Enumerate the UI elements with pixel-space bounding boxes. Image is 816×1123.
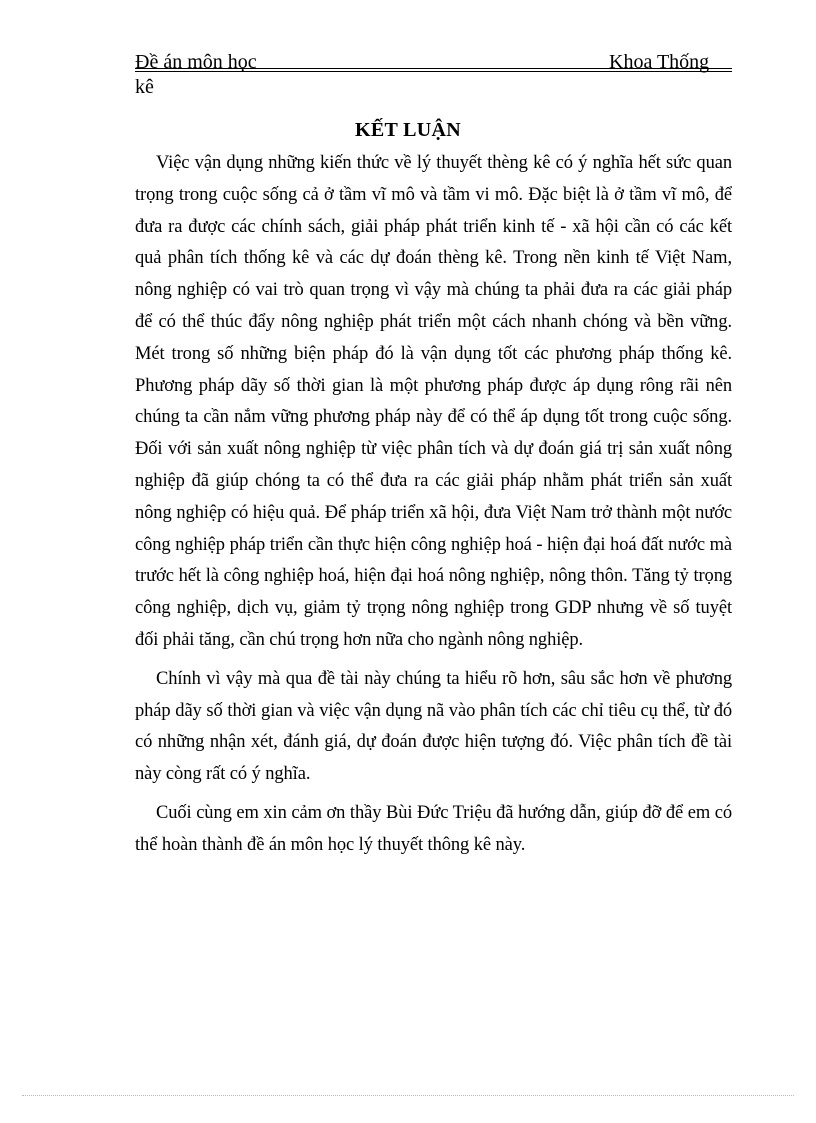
- paragraph-3: Cuối cùng em xin cảm ơn thầy Bùi Đức Triệu đã hướng dẫn, giúp đỡ để em có thể hoàn thành đề án môn học lý thuyết thông kê này.: [135, 802, 732, 855]
- page-title: KẾT LUẬN: [355, 119, 461, 141]
- header-faculty-label-wrap: kê: [135, 76, 154, 98]
- paragraph-1: Việc vận dụng những kiến thức về lý thuyết thèng kê có ý nghĩa hết sức quan trọng trong cuộc sống cả ở tầm vĩ mô và tầm vi mô. Đặc biệt là ở tầm vĩ mô, để đưa ra được các chính sách, giải pháp phát triển kinh tế - xã hội cần có các kết quả phân tích thống kê và các dự đoán thèng kê. Trong nền kinh tế Việt Nam, nông nghiệp có vai trò quan trọng vì vậy mà chúng ta phải đưa ra các giải pháp để có thể thúc đẩy nông nghiệp phát triển một cách nhanh chóng và bền vững. Mét trong số những biện pháp đó là vận dụng tốt các phương pháp thống kê. Phương pháp dãy số thời gian là một phương pháp được áp dụng rông rãi nên chúng ta cần nắm vững phương pháp này để có thể áp dụng tốt trong cuộc sống. Đối với sản xuất nông nghiệp từ việc phân tích và dự đoán giá trị sản xuất nông nghiệp đã giúp chóng ta có thể đưa ra các giải pháp nhằm phát triển sản xuất nông nghiệp có hiệu quả. Để pháp triển xã hội, đưa Việt Nam trở thành một nước công nghiệp pháp triển cần thực hiện công nghiệp hoá - hiện đại hoá đất nước mà trước hết là công nghiệp hoá, hiện đại hoá nông nghiệp, nông thôn. Tăng tỷ trọng công nghiệp, dịch vụ, giảm tỷ trọng nông nghiệp trong GDP nhưng về số tuyệt đối phải tăng, cần chú trọng hơn nữa cho ngành nông nghiệp.: [135, 153, 732, 650]
- body-text: [135, 148, 732, 869]
- header-faculty-label: Khoa Thống: [609, 51, 710, 73]
- page-header: [135, 50, 732, 100]
- header-course-label: Đề án môn học: [135, 51, 257, 73]
- paragraph-2: Chính vì vậy mà qua đề tài này chúng ta hiểu rõ hơn, sâu sắc hơn về phương pháp dãy số thời gian và việc vận dụng nã vào phân tích các chỉ tiêu cụ thể, từ đó có những nhận xét, đánh giá, dự đoán được hiện tượng đó. Việc phân tích đề tài này còng rất có ý nghĩa.: [135, 668, 732, 785]
- page-bottom-dotted-line: [22, 1095, 794, 1096]
